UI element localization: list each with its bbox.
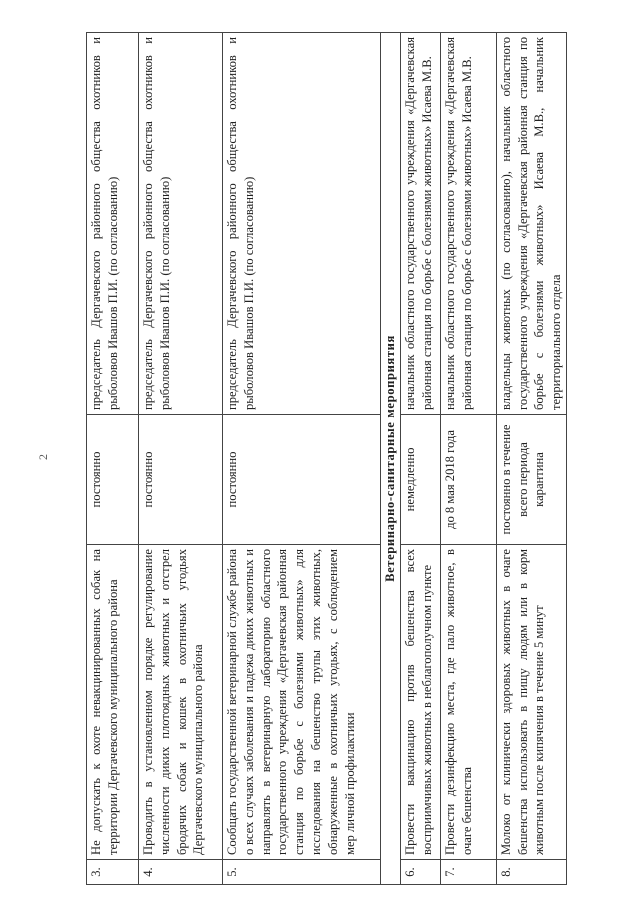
row-number: 3. [87,860,139,885]
section-title: Ветеринарно-санитарные мероприятия [381,33,401,885]
table-row [400,33,440,885]
task-cell: Провести вакцинацию против бешенства всех восприимчивых животных в неблагополучном пункте [400,545,440,860]
table-row [87,33,139,885]
table-row [496,33,566,885]
term-cell: постоянно [139,415,223,545]
term-cell: постоянно [223,415,381,545]
measures-table [86,32,567,885]
page-number: 2 [36,454,50,460]
responsible-cell: начальник областного государственного учреждения «Дергачевская районная станция по борьбе с болезнями животных» Исаева М.В. [400,33,440,415]
row-number: 6. [400,860,440,885]
row-number: 8. [496,860,566,885]
section-header-row [381,33,401,885]
responsible-cell: председатель Дергачевского районного общества охотников и рыболовов Ивашов П.И. (по согласованию) [139,33,223,415]
task-cell: Провести дезинфекцию места, где пало животное, в очаге бешенства [440,545,496,860]
table-row [440,33,496,885]
task-cell: Молоко от клинически здоровых животных в очаге бешенства использовать в пищу людям или в корм животным после кипячения в течение 5 минут [496,545,566,860]
term-cell: до 8 мая 2018 года [440,415,496,545]
task-cell: Сообщать государственной ветеринарной службе района о всех случаях заболевания и падежа диких животных и направлять в ветеринарную лабораторию областного государственного учреждения «Дергачевская районная станция по борьбе с болезнями животных» для исследования на бешенство трупы этих животных, обнаруженные в охотничьих угодьях, с соблюдением мер личной профилактики [223,545,381,860]
table-row [139,33,223,885]
term-cell: немедленно [400,415,440,545]
task-cell: Проводить в установленном порядке регулирование численности диких плотоядных животных и отстрел бродячих собак и кошек в охотничьих угодьях Дергачевского муниципального района [139,545,223,860]
responsible-cell: владельцы животных (по согласованию), начальник областного государственного учреждения «Дергачевская районная станция по борьбе с болезнями животных» Исаева М.В., начальник территориального отдела [496,33,566,415]
row-number: 7. [440,860,496,885]
term-cell: постоянно в течение всего периода карантина [496,415,566,545]
task-cell: Не допускать к охоте невакцинированных собак на территории Дергачевского муниципального района [87,545,139,860]
row-number: 5. [223,860,381,885]
row-number: 4. [139,860,223,885]
responsible-cell: председатель Дергачевского районного общества охотников и рыболовов Ивашов П.И. (по согласованию) [223,33,381,415]
term-cell: постоянно [87,415,139,545]
table-row [223,33,381,885]
responsible-cell: начальник областного государственного учреждения «Дергачевская районная станция по борьбе с болезнями животных» Исаева М.В. [440,33,496,415]
responsible-cell: председатель Дергачевского районного общества охотников и рыболовов Ивашов П.И. (по согласованию) [87,33,139,415]
